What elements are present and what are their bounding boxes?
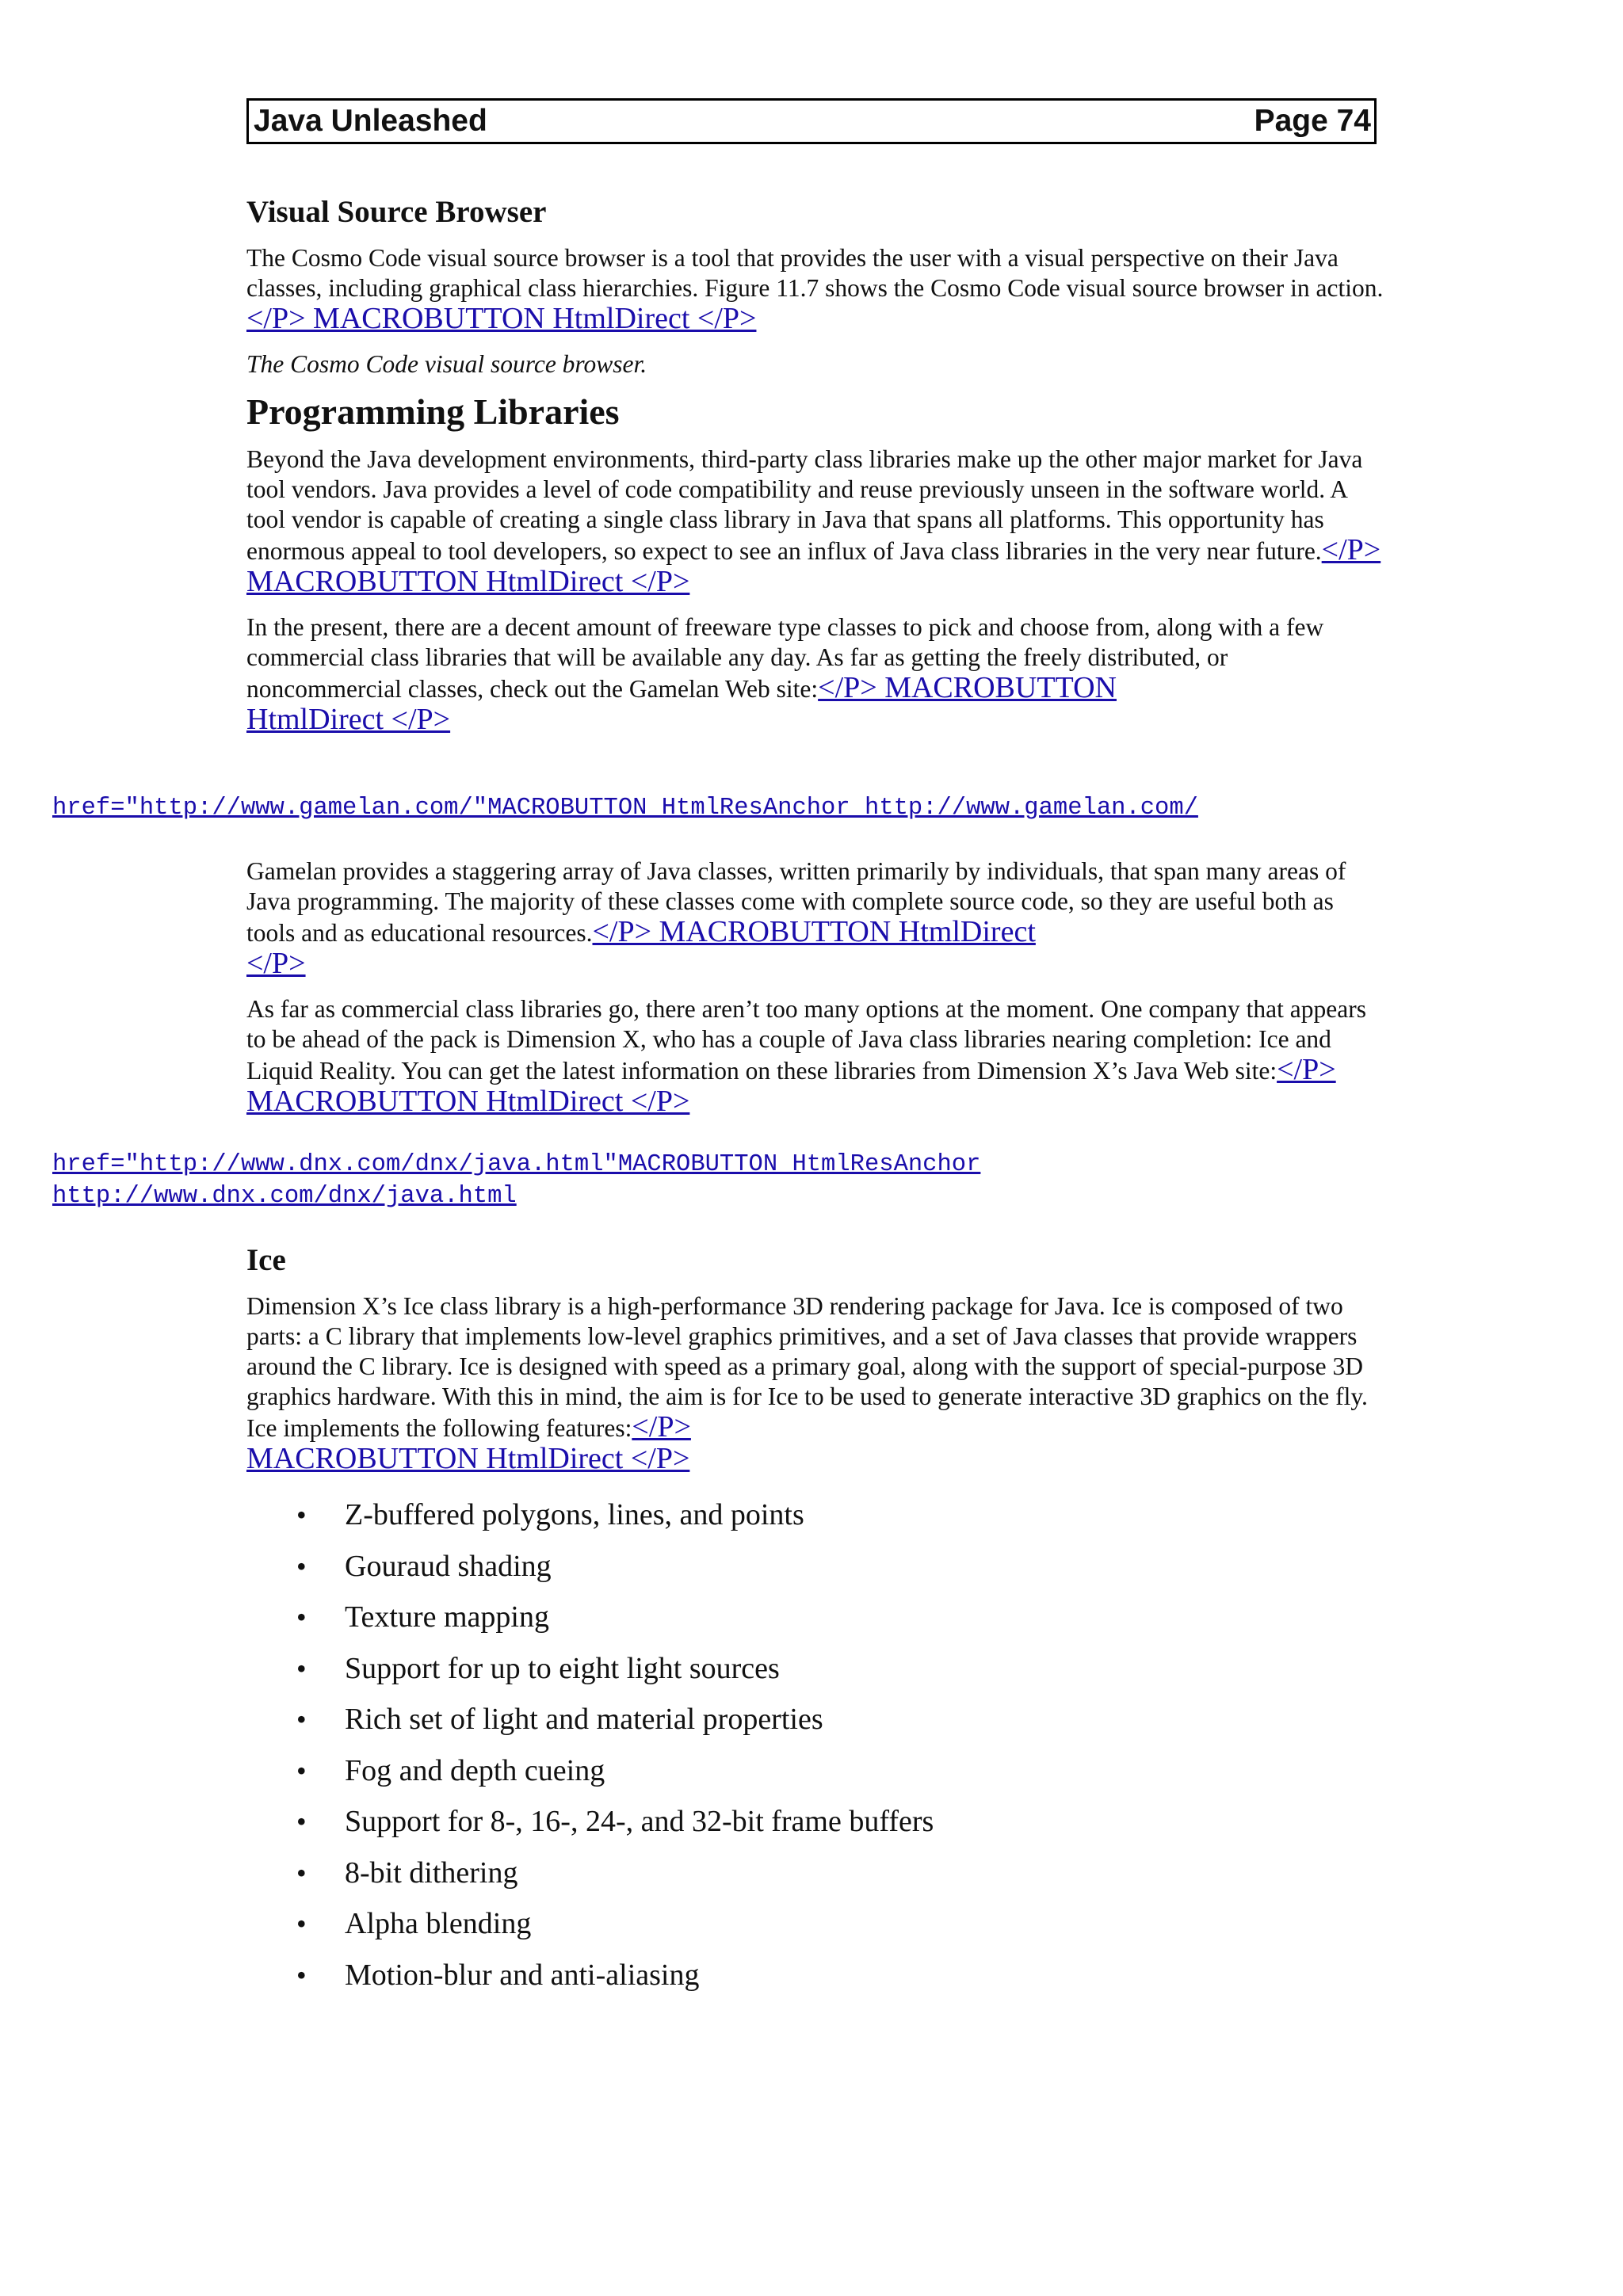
heading-ice: Ice xyxy=(246,1243,286,1277)
bullet-icon: • xyxy=(296,1806,307,1837)
book-title: Java Unleashed xyxy=(254,104,487,138)
htmldirect-link[interactable]: </P> MACROBUTTON HtmlDirect </P> xyxy=(246,533,1381,598)
list-item xyxy=(246,1796,1388,1848)
list-item xyxy=(246,1898,1388,1950)
dnx-anchor-link-1[interactable]: href="http://www.dnx.com/dnx/java.html"MACROBUTTON HtmlResAnchor xyxy=(52,1151,981,1178)
bullet-icon: • xyxy=(296,1499,307,1531)
page-content-2 xyxy=(246,856,1388,1118)
list-item xyxy=(246,1489,1388,1541)
list-item xyxy=(246,1592,1388,1643)
htmldirect-link-part2[interactable]: MACROBUTTON HtmlDirect </P> xyxy=(246,1442,690,1475)
list-item xyxy=(246,1745,1388,1797)
figure-caption: The Cosmo Code visual source browser. xyxy=(246,350,647,378)
list-item xyxy=(246,1541,1388,1592)
feature-text: Support for 8-, 16-, 24-, and 32-bit frame buffers xyxy=(345,1805,934,1838)
feature-text: 8-bit dithering xyxy=(345,1855,518,1890)
list-item xyxy=(246,1694,1388,1745)
paragraph-pl-2 xyxy=(246,612,1388,736)
list-item xyxy=(246,1848,1388,1899)
htmldirect-link[interactable]: </P> MACROBUTTON HtmlDirect </P> xyxy=(246,302,757,335)
bullet-icon: • xyxy=(296,1908,307,1939)
paragraph-ice-text: Dimension X’s Ice class library is a high-performance 3D rendering package for Java. Ice is composed of two parts: a C library that implements low-level graphics primitives, and a set of Java classes that provide wrappers around the C library. Ice is designed with speed as a primary goal, along with the support of special-purpose 3D graphics hardware. With this in mind, the aim is for Ice to be used to generate interactive 3D graphics on the fly. Ice implements the following features: xyxy=(246,1292,1368,1442)
feature-text: Motion-blur and anti-aliasing xyxy=(345,1958,700,1992)
bullet-icon: • xyxy=(296,1703,307,1735)
paragraph-pl-1-text: Beyond the Java development environments, third-party class libraries make up the other major market for Java tool vendors. Java provides a level of code compatibility and reuse previously unseen in the software world. A tool vendor is capable of creating a single class library in Java that spans all platforms. This opportunity has enormous appeal to tool developers, so expect to see an influx of Java class libraries in the very near future. xyxy=(246,445,1363,565)
htmldirect-link-part1[interactable]: </P> MACROBUTTON xyxy=(818,671,1117,704)
gamelan-anchor-link[interactable]: href="http://www.gamelan.com/"MACROBUTTON HtmlResAnchor http://www.gamelan.com/ xyxy=(52,795,1198,822)
htmldirect-link-part2[interactable]: HtmlDirect </P> xyxy=(246,703,451,736)
htmldirect-link-part1[interactable]: </P> xyxy=(632,1410,691,1444)
paragraph-pl-4-text: As far as commercial class libraries go, there aren’t too many options at the moment. One company that appears to be ahead of the pack is Dimension X, who has a couple of Java class libraries nearing completion: Ice and Liquid Reality. You can get the latest information on these libraries from Dimension X’s Java Web site: xyxy=(246,995,1366,1085)
paragraph-vsb-text: The Cosmo Code visual source browser is a tool that provides the user with a visual perspective on their Java classes, including graphical class hierarchies. Figure 11.7 shows the Cosmo Code visual source browser in action. xyxy=(246,244,1384,302)
paragraph-ice xyxy=(246,1291,1388,1475)
feature-list xyxy=(246,1489,1388,2000)
paragraph-vsb xyxy=(246,243,1388,335)
bullet-icon: • xyxy=(296,1856,307,1889)
bullet-icon: • xyxy=(296,1652,307,1684)
bullet-icon: • xyxy=(296,1550,307,1582)
bullet-icon: • xyxy=(296,1754,307,1787)
feature-text: Gouraud shading xyxy=(345,1549,552,1583)
paragraph-pl-3 xyxy=(246,856,1388,980)
htmldirect-link-part1[interactable]: </P> MACROBUTTON HtmlDirect xyxy=(592,915,1036,948)
list-item xyxy=(246,1950,1388,2001)
feature-text: Texture mapping xyxy=(345,1600,549,1634)
feature-text: Z-buffered polygons, lines, and points xyxy=(345,1498,804,1531)
heading-visual-source-browser: Visual Source Browser xyxy=(246,195,547,229)
bullet-icon: • xyxy=(296,1958,307,1991)
feature-text: Support for up to eight light sources xyxy=(345,1651,780,1685)
list-item xyxy=(246,1643,1388,1695)
htmldirect-link[interactable]: </P> MACROBUTTON HtmlDirect </P> xyxy=(246,1053,1336,1118)
paragraph-pl-3-text: Gamelan provides a staggering array of Java classes, written primarily by individuals, that span many areas of Java programming. The majority of these classes come with complete source code, so they are useful both as tools and as educational resources. xyxy=(246,857,1346,947)
paragraph-pl-1 xyxy=(246,444,1388,598)
page-content-3 xyxy=(246,1242,1388,2000)
htmldirect-link-part2[interactable]: </P> xyxy=(246,947,306,980)
feature-text: Rich set of light and material properties xyxy=(345,1703,823,1736)
page-header xyxy=(246,98,1377,144)
bullet-icon: • xyxy=(296,1601,307,1633)
paragraph-pl-2-text: In the present, there are a decent amount of freeware type classes to pick and choose from, along with a few commercial class libraries that will be available any day. As far as getting the freely distributed, or noncommercial classes, check out the Gamelan Web site: xyxy=(246,613,1324,703)
heading-programming-libraries: Programming Libraries xyxy=(246,391,620,432)
feature-text: Fog and depth cueing xyxy=(345,1753,605,1787)
dnx-anchor-link-2[interactable]: http://www.dnx.com/dnx/java.html xyxy=(52,1183,517,1210)
paragraph-pl-4 xyxy=(246,994,1388,1118)
feature-text: Alpha blending xyxy=(345,1907,532,1940)
page-content xyxy=(246,194,1388,736)
page-number: Page 74 xyxy=(1254,104,1371,138)
